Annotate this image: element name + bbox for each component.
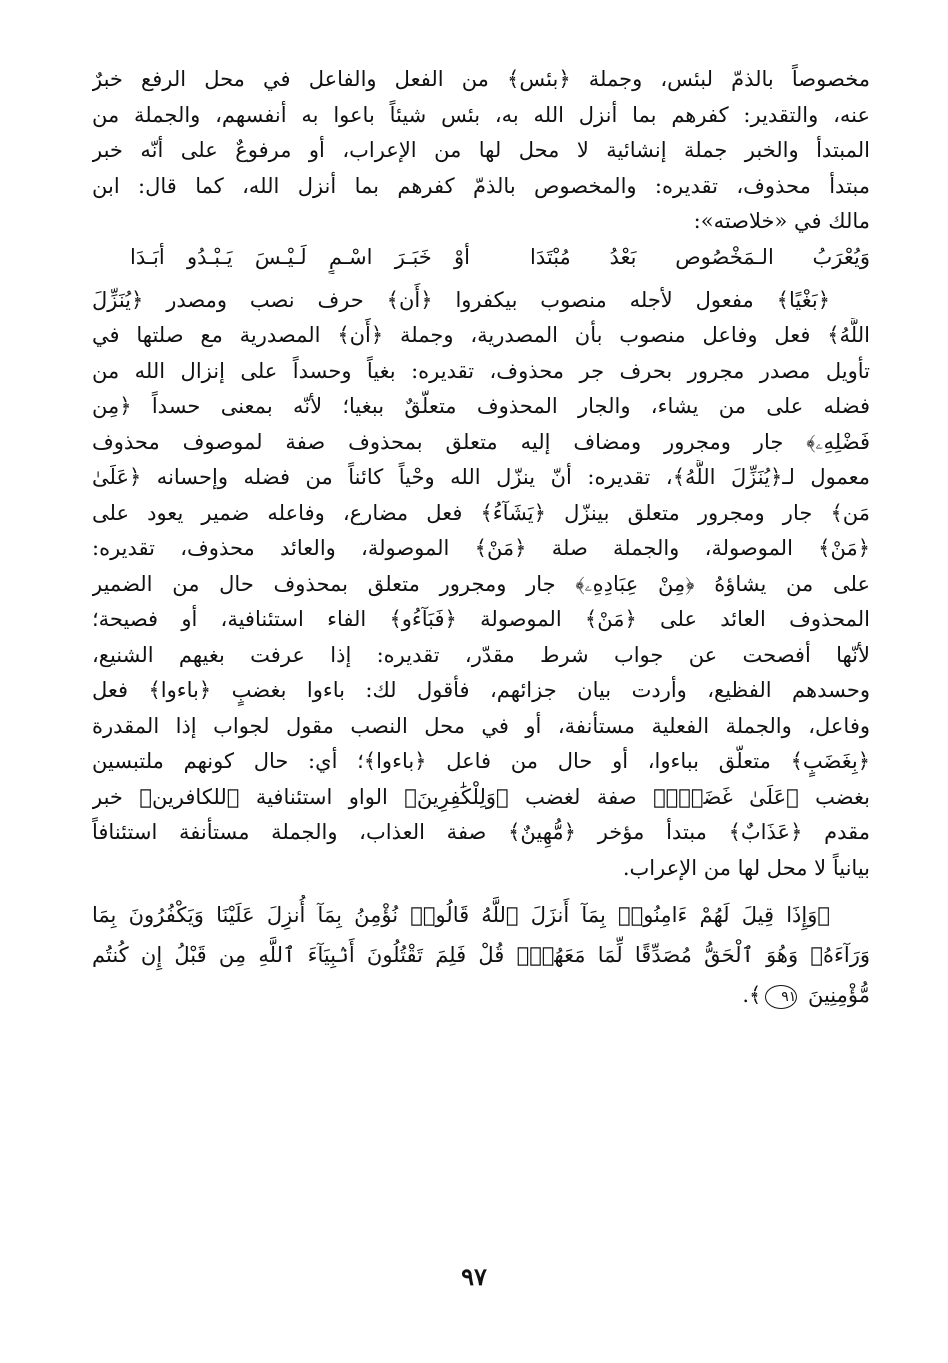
paragraph-2 <box>92 283 870 887</box>
text-line: المبتدأ والخبر جملة إنشائية لا محل لها من الإعراب، أو مرفوعٌ على أنّه خبر <box>92 138 870 162</box>
poetry-verse <box>92 240 870 274</box>
text-line: بغضب ﴿عَلَىٰ غَضَبٍۚ﴾ صفة لغضب ﴿وَلِلْكَٰفِرِينَ﴾ الواو استئنافية ﴿للكافرين﴾ خبر <box>92 784 870 809</box>
text-line: وحسدهم الفظيع، وأردت بيان جزائهم، فأقول لك: باءوا بغضبٍ ﴿باءوا﴾ فعل <box>92 678 870 702</box>
text-line: بيانياً لا محل لها من الإعراب. <box>622 855 870 880</box>
text-line: تأويل مصدر مجرور بحرف جر محذوف، تقديره: بغياً وحسداً على إنزال الله من <box>92 358 870 383</box>
ayah-number-marker: ٩١ <box>765 985 797 1009</box>
text-line: مبتدأ محذوف، تقديره: والمخصوص بالذمّ كفرهم بما أنزل الله، كما قال: ابن <box>92 173 870 198</box>
quran-line: وَرَآءَهُۥ وَهُوَ ٱلْحَقُّ مُصَدِّقًا لِّمَا مَعَهُمْۗ قُلْ فَلِمَ تَقْتُلُونَ أَنۢبِيَآءَ ٱللَّهِ مِن قَبْلُ إِن كُنتُم <box>92 943 870 967</box>
text-line: مخصوصاً بالذمّ لبئس، وجملة ﴿بئس﴾ من الفعل والفاعل في محل الرفع خبرٌ <box>92 67 870 91</box>
text-line: اللَّهُ﴾ فعل وفاعل منصوب بأن المصدرية، وجملة ﴿أَن﴾ المصدرية مع صلتها في <box>92 323 870 347</box>
verse-left-hemistich: أوْ خَبَـرَ اسْـمٍ لَـيْـسَ يَـبْـدُو أبَـدَا <box>130 244 470 269</box>
text-line: معمول لـ﴿يُنَزِّلَ اللَّهُ﴾، تقديره: أنّ ينزّل الله وحْياً كائناً من فضله وإحسانه ﴿عَلَىٰ <box>92 465 870 489</box>
quran-line <box>92 975 870 1015</box>
quran-closing: ﴾. <box>742 983 762 1007</box>
text-line: وفاعل، والجملة الفعلية مستأنفة، أو في محل النصب مقول لجواب إذا المقدرة <box>92 713 870 738</box>
text-line: مقدم ﴿عَذَابٌ﴾ مبتدأ مؤخر ﴿مُّهِينٌ﴾ صفة العذاب، والجملة مستأنفة استئنافاً <box>92 820 870 844</box>
verse-right-hemistich: وَيُعْرَبُ الـمَخْصُوص بَعْدُ مُبْتَدَا <box>530 244 870 269</box>
page-body <box>92 62 870 1015</box>
text-line: المحذوف العائد على ﴿مَنْ﴾ الموصولة ﴿فَبَآءُو﴾ الفاء استئنافية، أو فصيحة؛ <box>92 607 870 631</box>
text-line: عنه، والتقدير: كفرهم بما أنزل الله به، بئس شيئاً باعوا به أنفسهم، والجملة من <box>92 102 870 127</box>
page-number: ٩٧ <box>461 1262 487 1291</box>
text-line: ﴿بِغَضَبٍ﴾ متعلّق بباءوا، أو حال من فاعل ﴿باءوا﴾؛ أي: حال كونهم ملتبسين <box>92 749 870 773</box>
text-line: على من يشاؤهُ ﴿مِنْ عِبَادِهِۦ﴾ جار ومجرور متعلق بمحذوف حال من الضمير <box>92 571 870 596</box>
text-line: مالك في «خلاصته»: <box>693 209 870 233</box>
text-line: لأنّها أفصحت عن جواب شرط مقدّر، تقديره: إذا عرفت بغيهم الشنيع، <box>92 642 870 667</box>
paragraph-1 <box>92 62 870 240</box>
quran-line-text: مُّؤْمِنِينَ <box>807 983 870 1007</box>
text-line: ﴿بَغْيًا﴾ مفعول لأجله منصوب بيكفروا ﴿أَن﴾ حرف نصب ومصدر ﴿يُنَزِّلَ <box>92 287 830 312</box>
text-line: فَضْلِهِۦ﴾ جار ومجرور ومضاف إليه متعلق بمحذوف صفة لموصوف محذوف <box>92 429 870 454</box>
text-line: مَن﴾ جار ومجرور متعلق بينزّل ﴿يَشَآءُ﴾ فعل مضارع، وفاعله ضمير يعود على <box>92 500 870 525</box>
quran-verse-block <box>92 895 870 1015</box>
quran-line: ﴿وَإِذَا قِيلَ لَهُمْ ءَامِنُوا۟ بِمَآ أَنزَلَ ٱللَّهُ قَالُوا۟ نُؤْمِنُ بِمَآ أُنزِلَ عَلَيْنَا وَيَكْفُرُونَ بِمَا <box>92 903 830 927</box>
text-line: فضله على من يشاء، والجار المحذوف متعلّقٌ ببغيا؛ لأنّه بمعنى حسداً ﴿مِن <box>92 394 870 418</box>
text-line: ﴿مَنْ﴾ الموصولة، والجملة صلة ﴿مَنْ﴾ الموصولة، والعائد محذوف، تقديره: <box>92 536 870 560</box>
